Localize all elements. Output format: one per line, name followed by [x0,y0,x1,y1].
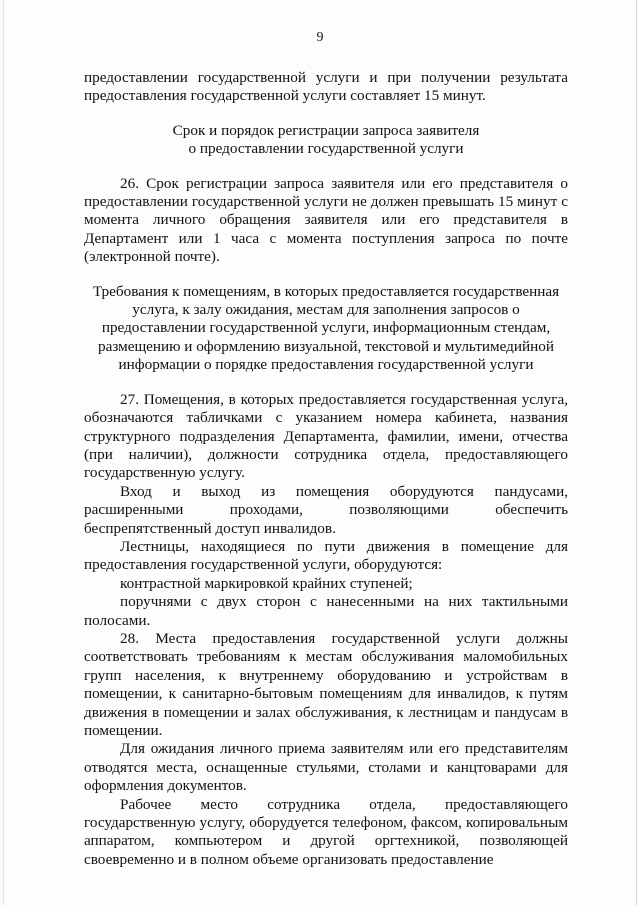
spacer [84,106,568,122]
heading-line: информации о порядке предоставления государственной услуги [118,356,534,374]
paragraph-continuation: предоставлении государственной услуги и при получении результата предоставления государственной услуги составляет 15 минут. [84,69,568,105]
heading-line: Требования к помещениям, в которых предоставляется государственная [92,282,560,300]
paragraph-stairs: Лестницы, находящиеся по пути движения в помещение для предоставления государственной услуги, оборудуются: [84,537,568,574]
heading-line: услуга, к залу ожидания, местам для заполнения запросов о [132,301,520,319]
paragraph-handrails: поручнями с двух сторон с нанесенными на них тактильными полосами. [84,593,568,629]
section-heading-registration [84,122,568,159]
paragraph-27: 27. Помещения, в которых предоставляется государственная услуга, обозначаются табличками с указанием номера кабинета, названия структурного подразделения Департамента, фамилии, имени, отчества (при наличии), должности сотрудника отдела, предоставляющего государственную услугу. [84,390,568,482]
section-heading-premises [84,283,568,375]
paragraph-workplace: Рабочее место сотрудника отдела, предоставляющего государственную услугу, оборудуется телефоном, факсом, копировальным аппаратом, компьютером и другой оргтехникой, позволяющей своевременно и в полном объеме организовать предоставление [84,795,568,868]
scan-edge-right [636,0,637,905]
scan-edge-left [3,0,4,905]
page-number: 9 [316,30,324,45]
paragraph-marking: контрастной маркировкой крайних ступеней; [120,574,413,592]
spacer [84,375,568,391]
page-body [84,69,568,869]
paragraph-waiting: Для ожидания личного приема заявителям или его представителям отводятся места, оснащенные стульями, столами и канцтоварами для оформления документов. [84,740,568,795]
paragraph-26: 26. Срок регистрации запроса заявителя или его представителя о предоставлении государственной услуги не должен превышать 15 минут с момента личного обращения заявителя или его представителя в Департамент или 1 часа с момента поступления запроса по почте (электронной почте). [84,174,568,266]
paragraph-entrance: Вход и выход из помещения оборудуются пандусами, расширенными проходами, позволяющими обеспечить беспрепятственный доступ инвалидов. [84,482,568,537]
heading-line: Срок и порядок регистрации запроса заявителя [172,121,480,139]
paragraph-28: 28. Места предоставления государственной услуги должны соответствовать требованиям к местам обслуживания маломобильных групп населения, к внутреннему оборудованию и устройствам в помещении, к санитарно-бытовым помещениям для инвалидов, к путям движения в помещении и залах обслуживания, к лестницам и пандусам в помещении. [84,629,568,739]
spacer [84,267,568,283]
heading-line: о предоставлении государственной услуги [188,140,464,158]
heading-line: размещению и оформлению визуальной, текстовой и мультимедийной [97,337,554,355]
spacer [84,159,568,175]
heading-line: предоставлении государственной услуги, информационным стендам, [101,319,551,337]
